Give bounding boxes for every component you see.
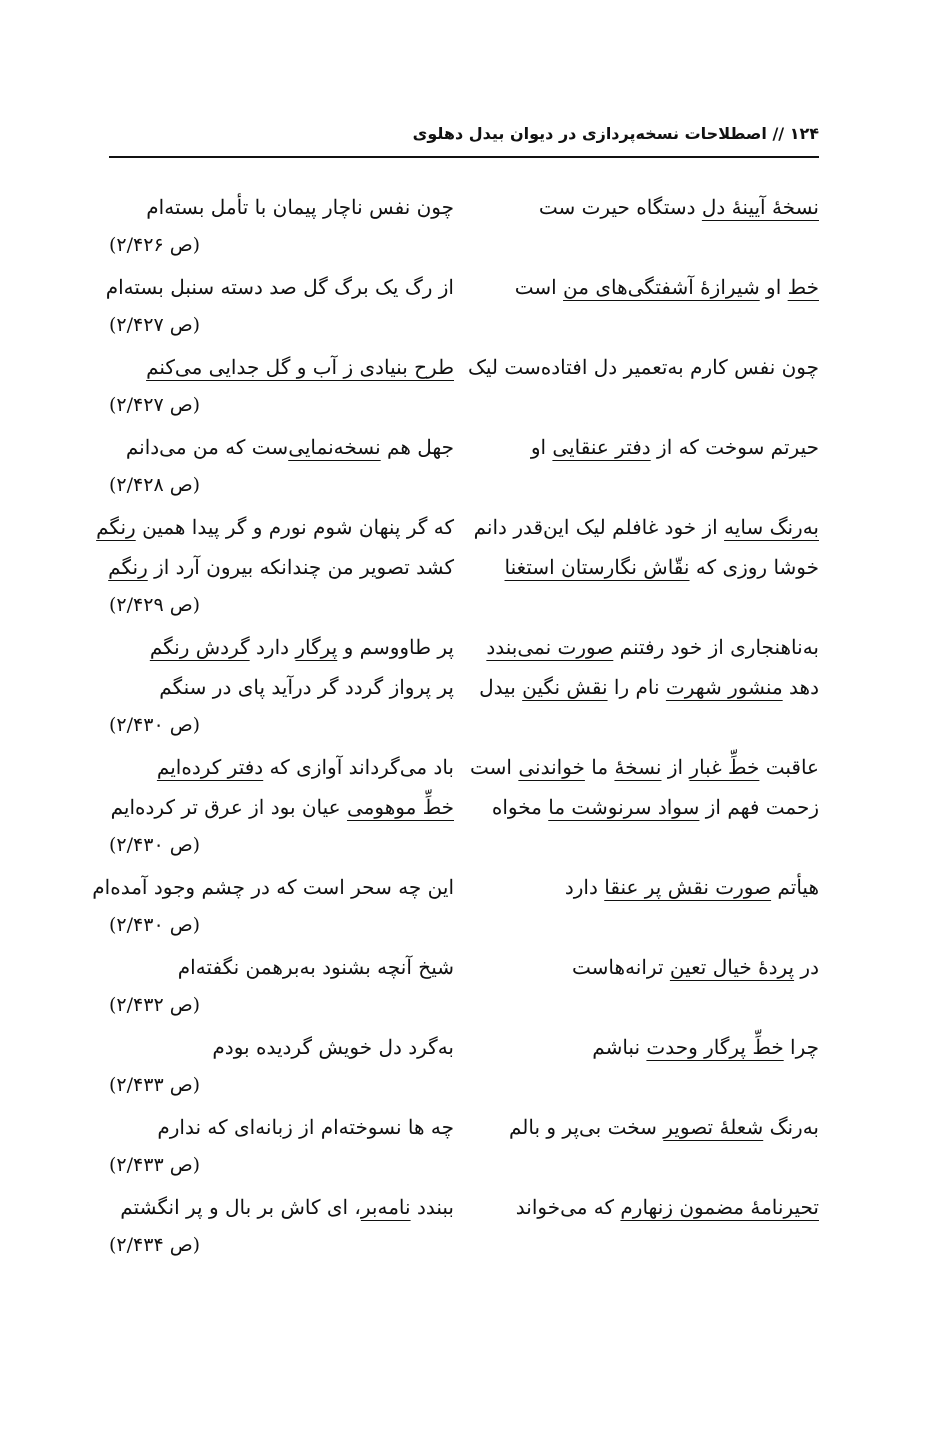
hemistich-left: این چه سحر است که در چشم وجود آمده‌ام [92, 875, 454, 899]
page-reference: (ص ۲/۴۲۸) [109, 474, 201, 496]
hemistich-right: دهد منشور شهرت نام را نقش نگین بیدل [479, 675, 819, 699]
hemistich-right: در پردهٔ خیال تعین ترانه‌هاست [572, 955, 819, 979]
underlined-term: پرگار [295, 635, 338, 659]
underlined-term: صورت نقش پر عنقا [604, 875, 772, 899]
hemistich-left: شیخ آنچه بشنود به‌برهمن نگفته‌ام [177, 955, 454, 979]
hemistich-right: خوشا روزی که نقّاش نگارستان استغنا [504, 555, 819, 579]
page-reference: (ص ۲/۴۳۳) [109, 1074, 201, 1096]
page-reference: (ص ۲/۴۳۰) [109, 914, 201, 936]
hemistich-right: چرا خطِّ پرگار وحدت نباشم [592, 1035, 819, 1059]
underlined-term: گردش رنگم [149, 635, 250, 659]
underlined-term: رنگم [108, 555, 148, 579]
hemistich-right: هیأتم صورت نقش پر عنقا دارد [564, 875, 819, 899]
underlined-term: نقّاش نگارستان استغنا [504, 555, 690, 579]
page-reference: (ص ۲/۴۲۷) [109, 314, 201, 336]
underlined-term: به‌رنگ سایه [724, 515, 819, 539]
hemistich-left: پر پرواز گردد گر درآید پای در سنگم [159, 675, 454, 699]
underlined-term: سواد سرنوشت ما [548, 795, 700, 819]
underlined-term: نسخه‌نمایی [288, 435, 381, 459]
page-reference: (ص ۲/۴۳۴) [109, 1234, 201, 1256]
underlined-term: پردهٔ خیال تعین [669, 955, 795, 979]
hemistich-left: به‌گرد دل خویش گردیده بودم [212, 1035, 454, 1059]
underlined-term: نقش نگین [522, 675, 608, 699]
hemistich-left: جهل هم نسخه‌نمایی‌ست که من می‌دانم [125, 435, 454, 459]
underlined-term: نسخهٔ [614, 755, 662, 779]
running-header [109, 120, 819, 158]
underlined-term: خطِّ موهومی [346, 795, 454, 819]
hemistich-right: به‌ناهنجاری از خود رفتنم صورت نمی‌بندد [486, 635, 819, 659]
hemistich-right: به‌رنگ سایه از خود غافلم لیک این‌قدر دانم [473, 515, 819, 539]
underlined-term: خواندنی [518, 755, 585, 779]
underlined-term: خط [787, 275, 819, 299]
page-reference: (ص ۲/۴۳۲) [109, 994, 201, 1016]
hemistich-left: ببندد نامه‌بر، ای کاش بر بال و پر انگشتم [120, 1195, 454, 1219]
underlined-term: شعلهٔ تصویر [663, 1115, 764, 1139]
hemistich-left: پر طاووسم و پرگار دارد گردش رنگم [149, 635, 454, 659]
hemistich-right: به‌رنگ شعلهٔ تصویر سخت بی‌پر و بالم [508, 1115, 819, 1139]
underlined-term: شیرازهٔ آشفتگی‌های من [563, 275, 760, 299]
hemistich-left: کشد تصویر من چندانکه بیرون آرد از رنگم [108, 555, 454, 579]
hemistich-right: خط او شیرازهٔ آشفتگی‌های من است [514, 275, 819, 299]
hemistich-left: باد می‌گرداند آوازی که دفتر کرده‌ایم [156, 755, 454, 779]
page-reference: (ص ۲/۴۳۳) [109, 1154, 201, 1176]
underlined-term: طرح بنیادی ز آب و گل جدایی می‌کنم [146, 355, 454, 379]
underlined-term: نسخهٔ آیینهٔ دل [701, 195, 819, 219]
hemistich-left: چون نفس ناچار پیمان با تأمل بسته‌ام [146, 195, 454, 219]
underlined-term: نامه‌بر [360, 1195, 411, 1219]
hemistich-right: عاقبت خطِّ غبار از نسخهٔ ما خواندنی است [470, 755, 819, 779]
hemistich-right: چون نفس کارم به‌تعمیر دل افتاده‌ست لیک [468, 355, 819, 379]
underlined-term: صورت نمی‌بندد [486, 635, 614, 659]
page-reference: (ص ۲/۴۲۷) [109, 394, 201, 416]
hemistich-left: چه ها نسوخته‌ام از زبانه‌ای که ندارم [157, 1115, 454, 1139]
hemistich-left: که گر پنهان شوم نورم و گر پیدا همین رنگم [96, 515, 454, 539]
hemistich-left: خطِّ موهومی عیان بود از عرق تر کرده‌ایم [110, 795, 454, 819]
hemistich-right: تحیرنامهٔ مضمون زنهارم که می‌خواند [515, 1195, 819, 1219]
underlined-term: رنگم [96, 515, 136, 539]
hemistich-right: حیرتم سوخت که از دفتر عنقایی او [530, 435, 819, 459]
hemistich-left: از رگ یک برگ گل صد دسته سنبل بسته‌ام [105, 275, 454, 299]
page-reference: (ص ۲/۴۲۶) [109, 234, 201, 256]
page-reference: (ص ۲/۴۳۰) [109, 834, 201, 856]
underlined-term: خطِّ غبار [689, 755, 760, 779]
underlined-term: خطِّ پرگار وحدت [646, 1035, 784, 1059]
header-title: ۱۲۴ // اصطلاحات نسخه‌پردازی در دیوان بیدل دهلوی [412, 124, 819, 143]
underlined-term: دفتر کرده‌ایم [156, 755, 264, 779]
underlined-term: تحیرنامهٔ مضمون زنهارم [620, 1195, 819, 1219]
page-reference: (ص ۲/۴۳۰) [109, 714, 201, 736]
hemistich-right: زحمت فهم از سواد سرنوشت ما مخواه [491, 795, 819, 819]
underlined-term: منشور شهرت [665, 675, 783, 699]
page-reference: (ص ۲/۴۲۹) [109, 594, 201, 616]
hemistich-right: نسخهٔ آیینهٔ دل دستگاه حیرت ست [538, 195, 819, 219]
hemistich-left [109, 353, 454, 383]
underlined-term: دفتر عنقایی [552, 435, 651, 459]
